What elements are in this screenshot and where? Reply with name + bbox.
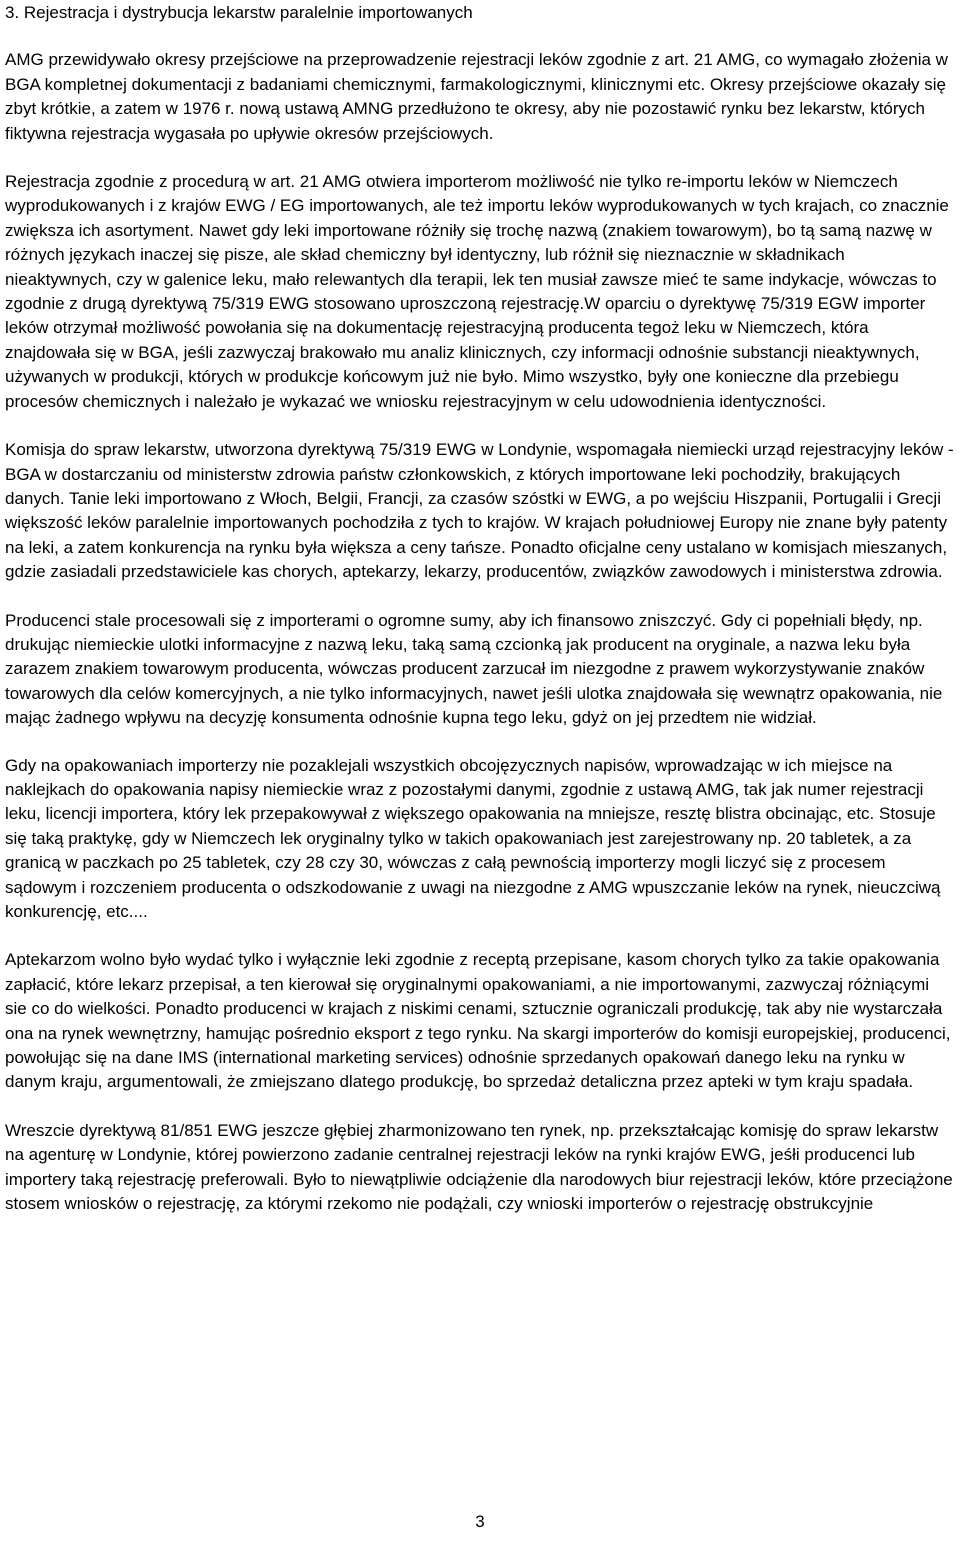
paragraph-transitional-periods: AMG przewidywało okresy przejściowe na przeprowadzenie rejestracji leków zgodnie z art. 21 AMG, co wymagało złożenia w BGA kompletnej dokumentacji z badaniami chemicznymi, farmakologicznymi, klinicznymi etc. Okresy przejściowe okazały się zbyt krótkie, a zatem w 1976 r. nową ustawą AMNG przedłużono te okresy, aby nie pozostawić rynku bez lekarstw, których fiktywna rejestracja wygasała po upływie okresów przejściowych. [5,50,948,143]
paragraph-commission: Komisja do spraw lekarstw, utworzona dyrektywą 75/319 EWG w Londynie, wspomagała niemiecki urząd rejestracyjny leków - BGA w dostarczaniu od ministerstw zdrowia państw członkowskich, z których importowane leki pochodziły, brakujących danych. Tanie leki importowano z Włoch, Belgii, Francji, za czasów szóstki w EWG, a po wejściu Hiszpanii, Portugalii i Grecji większość leków paralelnie importowanych pochodziła z tych to krajów. W krajach południowej Europy nie znane były patenty na leki, a zatem konkurencja na rynku była większa a ceny tańsze. Ponadto oficjalne ceny ustalano w komisjach mieszanych, gdzie zasiadali przedstawiciele kas chorych, aptekarzy, lekarzy, producentów, związków zawodowych i ministerstwa zdrowia. [5,440,954,582]
paragraph-pharmacists: Aptekarzom wolno było wydać tylko i wyłącznie leki zgodnie z receptą przepisane, kasom chorych tylko za takie opakowania zapłacić, które lekarz przepisał, a ten kierował się oryginalnymi opakowaniami, a nie importowanymi, zazwyczaj różniącymi sie co do wielkości. Ponadto producenci w krajach z niskimi cenami, sztucznie ograniczali produkcję, tak aby nie wystarczała ona na rynek wewnętrzny, hamując pośrednio eksport z tego rynku. Na skargi importerów do komisji europejskiej, producenci, powołując się na dane IMS (international marketing services) odnośnie sprzedanych opakowań danego leku na rynku w danym kraju, argumentowali, że zmiejszano dlatego produkcję, bo sprzedaż detaliczna przez apteki w tym kraju spadała. [5,950,951,1092]
paragraph-producer-lawsuits: Producenci stale procesowali się z importerami o ogromne sumy, aby ich finansowo zniszczyć. Gdy ci popełniali błędy, np. drukując niemieckie ulotki informacyjne z nazwą leku, taką samą czcionką jak producent na oryginale, a nazwa leku była zarazem znakiem towarowym producenta, wówczas producent zarzucał im niezgodne z prawem wykorzystywanie znaków towarowych dla celów komercyjnych, a nie tylko informacyjnych, nawet jeśli ulotka znajdowała się wewnątrz opakowania, nie mając żadnego wpływu na decyzję konsumenta odnośnie kupna tego leku, gdyż on jej przedtem nie widział. [5,610,943,728]
page-number: 3 [475,1512,485,1531]
section-heading: 3. Rejestracja i dystrybucja lekarstw paralelnie importowanych [5,3,473,22]
paragraph-directive-81-851: Wreszcie dyrektywą 81/851 EWG jeszcze głębiej zharmonizowano ten rynek, np. przekształcając komisję do spraw lekarstw na agenturę w Londynie, której powierzono zadanie centralnej rejestracji leków na rynki krajów EWG, jeśłi producenci lub importery taką rejestrację preferowali. Było to niewątpliwie odciążenie dla narodowych biur rejestracji leków, które przeciążone stosem wniosków o rejestrację, za którymi rzekomo nie podążali, czy wnioski importerów o rejestrację obstrukcyjnie [5,1120,953,1214]
paragraph-packaging: Gdy na opakowaniach importerzy nie pozaklejali wszystkich obcojęzycznych napisów, wprowadzając w ich miejsce na naklejkach do opakowania napisy niemieckie wraz z pozostałymi danymi, zgodnie z ustawą AMG, tak jak numer rejestracji leku, licencji importera, który lek przepakowywał z większego opakowania na mniejsze, resztę blistra obcinając, etc. Stosuje się taką praktykę, gdy w Niemczech lek oryginalny tylko w takich opakowaniach jest zarejestrowany np. 20 tabletek, a za granicą w paczkach po 25 tabletek, czy 28 czy 30, wówczas z całą pewnością importerzy mogli liczyć się z procesem sądowym i rozczeniem producenta o odszkodowanie z uwagi na niezgodne z AMG wpuszczanie leków na rynek, nieuczciwą konkurencję, etc.... [5,755,941,921]
paragraph-registration-procedure: Rejestracja zgodnie z procedurą w art. 21 AMG otwiera importerom możliwość nie tylko re-importu leków w Niemczech wyprodukowanych i z krajów EWG / EG importowanych, ale też importu leków wyprodukowanych w tych krajach, co znacznie zwiększa ich asortyment. Nawet gdy leki importowane różniły się trochę nazwą (znakiem towarowym), bo tą samą nazwę w różnych językach inaczej się pisze, ale skład chemiczny był identyczny, lub różnił się nieznacznie w składnikach nieaktywnych, czy w galenice leku, mało relewantych dla terapii, lek ten musiał zawsze mieć te same indykacje, wówczas to zgodnie z drugą dyrektywą 75/319 EWG stosowano uproszczoną rejestrację.W oparciu o dyrektywę 75/319 EGW importer leków otrzymał możliwość powołania się na dokumentację rejestracyjną producenta tegoż leku w Niemczech, która znajdowała się w BGA, jeśli zazwyczaj brakowało mu analiz klinicznych, czy informacji odnośnie substancji nieaktywnych, używanych w produkcji, których w produkcje końcowym już nie było. Mimo wszystko, były one konieczne dla przebiegu procesów chemicznych i należało je wykazać we wniosku rejestracyjnym w celu udowodnienia identyczności. [5,172,949,411]
